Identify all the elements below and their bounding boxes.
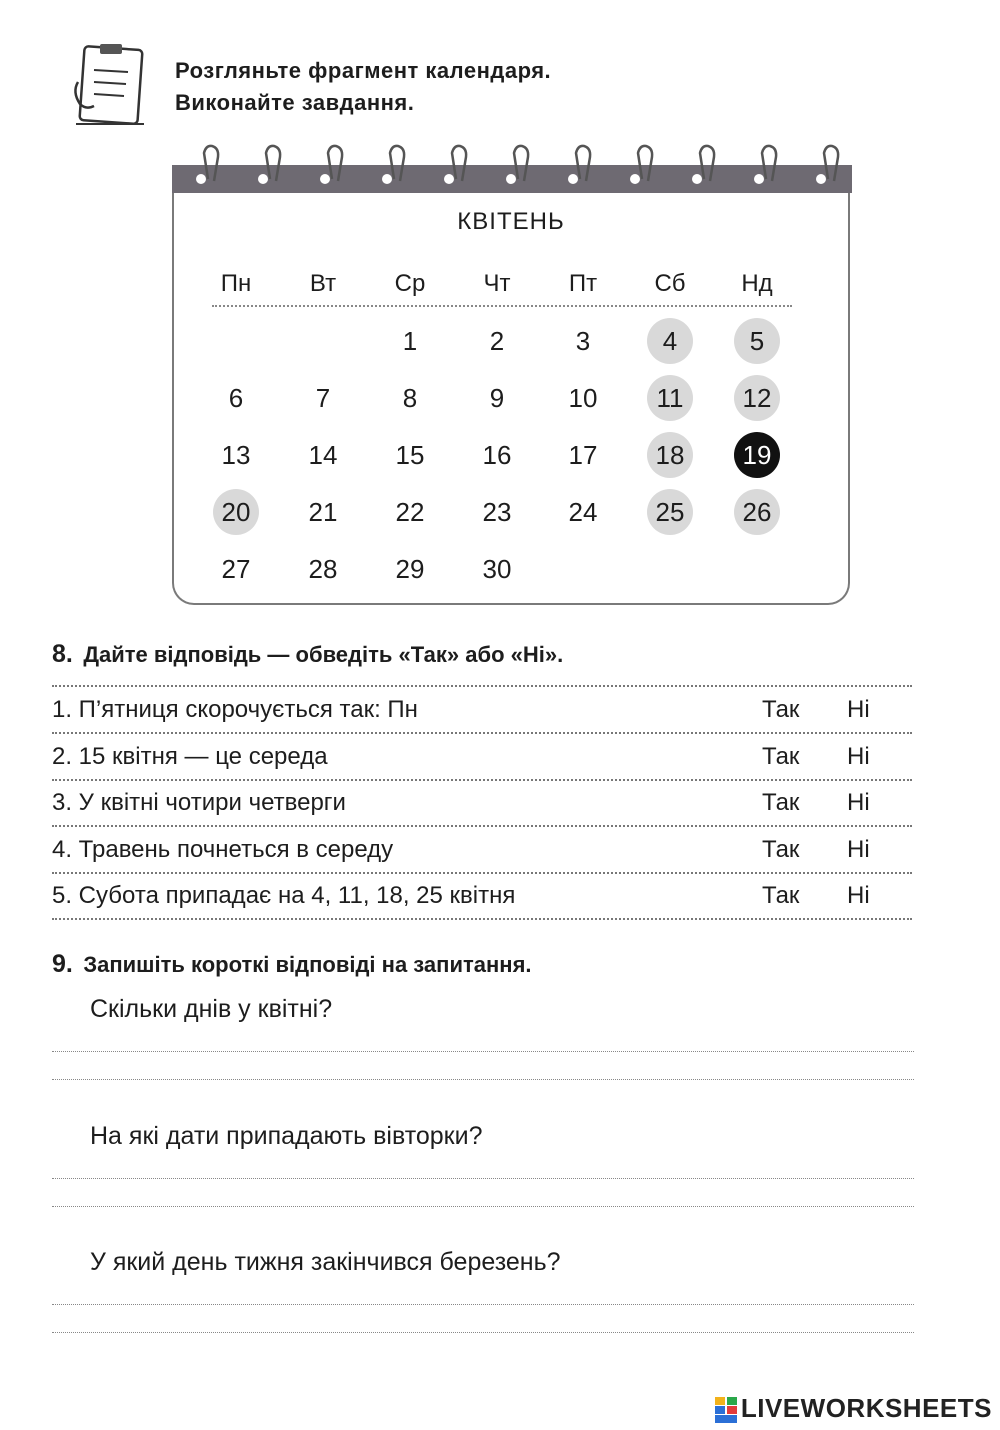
calendar-day: 13: [221, 440, 251, 470]
brand-name: LIVEWORKSHEETS: [740, 1393, 992, 1423]
answer-yes-option[interactable]: Так: [762, 835, 800, 863]
statement-row: [52, 735, 912, 779]
task9-title: Запишіть короткі відповіді на запитання.: [83, 952, 532, 977]
question-text: Скільки днів у квітні?: [90, 995, 333, 1023]
statement-row: [52, 688, 912, 732]
question-text: На які дати припадають вівторки?: [90, 1122, 483, 1150]
answer-no-option[interactable]: Ні: [847, 882, 870, 909]
calendar-day: 27: [221, 554, 251, 584]
statement-divider: [52, 918, 912, 920]
answer-line[interactable]: [52, 1332, 914, 1333]
calendar-day: 25: [647, 489, 693, 535]
answer-no-option[interactable]: Ні: [847, 835, 870, 863]
answer-no-option[interactable]: Ні: [847, 742, 870, 770]
calendar-day: 16: [482, 440, 512, 470]
question-text: У який день тижня закінчився березень?: [90, 1248, 561, 1276]
task9-heading: [52, 950, 532, 979]
task9-number: 9.: [52, 950, 73, 978]
statement-text: 1. П’ятниця скорочується так: Пн: [52, 696, 418, 723]
answer-yes-option[interactable]: Так: [762, 789, 800, 816]
answer-line[interactable]: [52, 1079, 914, 1080]
statement-text: 4. Травень почнеться в середу: [52, 835, 394, 863]
weekday-divider: [212, 305, 792, 307]
notepad-icon: [70, 42, 150, 128]
calendar-day: 3: [575, 326, 591, 356]
calendar-day: 8: [402, 383, 418, 413]
weekday-label: Пн: [220, 270, 252, 297]
ring-hole: [320, 174, 330, 184]
answer-yes-option[interactable]: Так: [762, 742, 800, 770]
calendar-day: 7: [315, 383, 331, 413]
statement-text: 5. Субота припадає на 4, 11, 18, 25 квітня: [52, 882, 516, 909]
ring-hole: [754, 174, 764, 184]
calendar-day: 21: [308, 497, 338, 527]
task8-heading: [52, 640, 563, 669]
calendar-day: 30: [482, 554, 512, 584]
calendar-day: 29: [395, 554, 425, 584]
calendar-day: 20: [213, 489, 259, 535]
weekday-label: Сб: [654, 270, 686, 297]
statement-row: [52, 781, 912, 825]
calendar-day: 26: [734, 489, 780, 535]
statement-text: 3. У квітні чотири четверги: [52, 789, 346, 816]
ring-hole: [692, 174, 702, 184]
statement-text: 2. 15 квітня — це середа: [52, 742, 328, 770]
ring-hole: [196, 174, 206, 184]
calendar-day: 15: [395, 440, 425, 470]
ring-hole: [382, 174, 392, 184]
calendar-day: 18: [647, 432, 693, 478]
calendar-day: 1: [402, 326, 418, 356]
answer-line[interactable]: [52, 1304, 914, 1305]
task8-title: Дайте відповідь — обведіть «Так» або «Ні».: [83, 642, 564, 667]
calendar-day: 6: [228, 383, 244, 413]
answer-line[interactable]: [52, 1206, 914, 1207]
ring-hole: [816, 174, 826, 184]
answer-line[interactable]: [52, 1051, 914, 1052]
calendar-day: 10: [568, 383, 598, 413]
weekday-label: Ср: [394, 270, 426, 297]
calendar-day: 23: [482, 497, 512, 527]
answer-yes-option[interactable]: Так: [762, 696, 800, 723]
brand-footer: [715, 1393, 992, 1424]
weekday-label: Пт: [568, 270, 598, 297]
calendar-day: 9: [489, 383, 505, 413]
calendar-day: 2: [489, 326, 505, 356]
ring-hole: [444, 174, 454, 184]
task8-number: 8.: [52, 640, 73, 668]
answer-no-option[interactable]: Ні: [847, 789, 870, 816]
liveworksheets-logo-icon: [715, 1397, 737, 1423]
calendar-day: 4: [647, 318, 693, 364]
instruction-line-2: Виконайте завдання.: [175, 90, 415, 115]
calendar-day: 19: [734, 432, 780, 478]
calendar-day: 24: [568, 497, 598, 527]
ring-hole: [258, 174, 268, 184]
statement-row: [52, 828, 912, 872]
ring-hole: [568, 174, 578, 184]
calendar-day: 5: [734, 318, 780, 364]
calendar-month-title: КВІТЕНЬ: [457, 208, 565, 235]
calendar-day: 22: [395, 497, 425, 527]
weekday-label: Чт: [483, 270, 511, 297]
ring-hole: [630, 174, 640, 184]
ring-hole: [506, 174, 516, 184]
task8-top-divider: [52, 685, 912, 687]
weekday-label: Нд: [741, 270, 773, 297]
answer-line[interactable]: [52, 1178, 914, 1179]
calendar-day: 12: [734, 375, 780, 421]
calendar-day: 17: [568, 440, 598, 470]
weekday-label: Вт: [309, 270, 337, 297]
answer-yes-option[interactable]: Так: [762, 882, 800, 909]
calendar-day: 11: [647, 375, 693, 421]
instruction-line-1: Розгляньте фрагмент календаря.: [175, 58, 552, 83]
calendar-day: 14: [308, 440, 338, 470]
calendar-day: 28: [308, 554, 338, 584]
statement-row: [52, 874, 912, 918]
answer-no-option[interactable]: Ні: [847, 696, 870, 723]
